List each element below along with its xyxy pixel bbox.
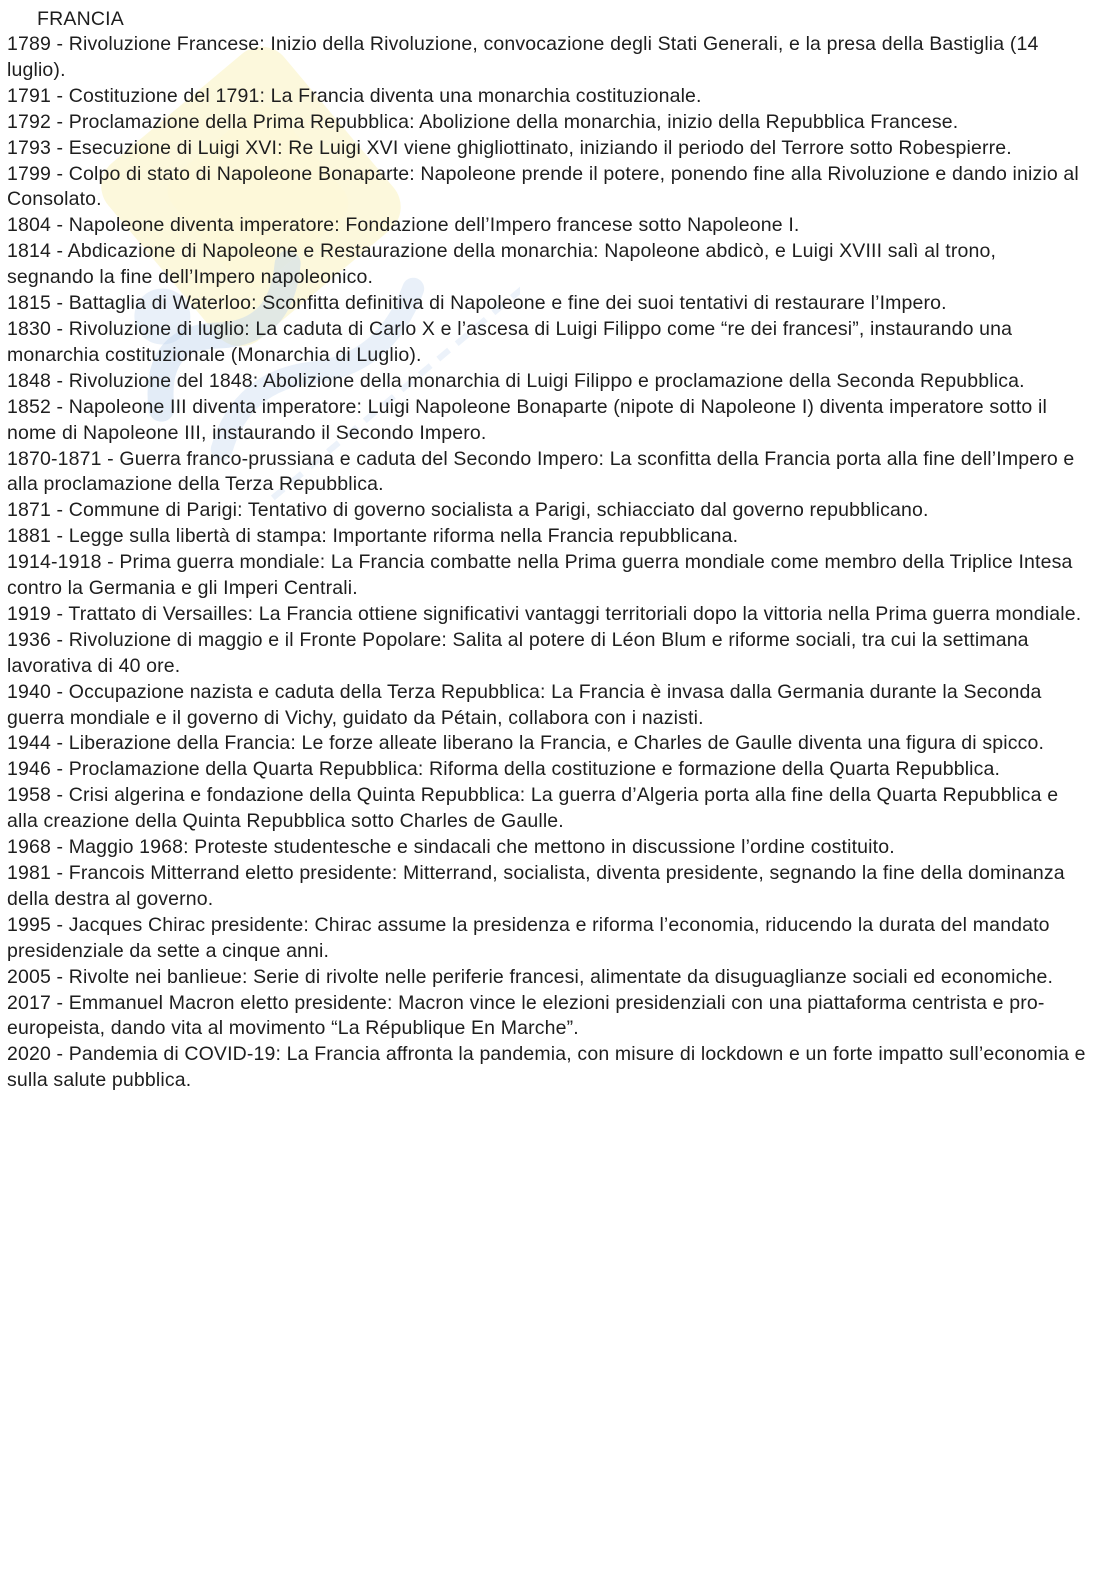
timeline-entry <box>7 110 1086 136</box>
timeline-entry <box>7 317 1086 369</box>
timeline-entry <box>7 757 1086 783</box>
timeline-entry <box>7 239 1086 291</box>
timeline-entry <box>7 498 1086 524</box>
timeline-entry-text: 1799 - Colpo di stato di Napoleone Bonaparte: Napoleone prende il potere, ponendo fine alla Rivoluzione e dando inizio al Consolato. <box>7 162 1079 211</box>
timeline-entry <box>7 32 1086 84</box>
timeline-entry-text: 1881 - Legge sulla libertà di stampa: Importante riforma nella Francia repubblicana. <box>7 525 739 548</box>
timeline-entry-text: 1814 - Abdicazione di Napoleone e Restaurazione della monarchia: Napoleone abdicò, e Luigi XVIII salì al trono, segnando la fine dell’Impero napoleonico. <box>7 240 997 289</box>
timeline-entry-text: 1968 - Maggio 1968: Proteste studentesche e sindacali che mettono in discussione l’ordine costituito. <box>7 836 895 859</box>
timeline-entry-text: 2017 - Emmanuel Macron eletto presidente: Macron vince le elezioni presidenziali con una piattaforma centrista e pro-europeista, dando vita al movimento “La République En Marche”. <box>7 991 1045 1040</box>
timeline-entry <box>7 136 1086 162</box>
timeline-entry <box>7 835 1086 861</box>
timeline-entry <box>7 84 1086 110</box>
timeline-entry <box>7 1042 1086 1094</box>
timeline-entry-text: 1958 - Crisi algerina e fondazione della Quinta Repubblica: La guerra d’Algeria porta alla fine della Quarta Repubblica e alla creazione della Quinta Repubblica sotto Charles de Gaulle. <box>7 784 1059 833</box>
timeline-entry-text: 1852 - Napoleone III diventa imperatore: Luigi Napoleone Bonaparte (nipote di Napoleone I) diventa imperatore sotto il nome di Napoleone III, instaurando il Secondo Impero. <box>7 395 1047 444</box>
timeline-entry-text: 1981 - Francois Mitterrand eletto presidente: Mitterrand, socialista, diventa presidente, segnando la fine della dominanza della destra al governo. <box>7 862 1065 910</box>
timeline-entry <box>7 628 1086 680</box>
timeline-entry <box>7 991 1086 1043</box>
timeline-entry <box>7 731 1086 757</box>
timeline-entry <box>7 395 1086 447</box>
timeline-entry-text: 1919 - Trattato di Versailles: La Francia ottiene significativi vantaggi territoriali dopo la vittoria nella Prima guerra mondiale. <box>7 602 1082 625</box>
timeline-entry-text: 1848 - Rivoluzione del 1848: Abolizione della monarchia di Luigi Filippo e proclamazione della Seconda Repubblica. <box>7 369 1025 392</box>
timeline-entry-text: 2020 - Pandemia di COVID-19: La Francia affronta la pandemia, con misure di lockdown e un forte impatto sull’economia e sulla salute pubblica. <box>7 1043 1086 1092</box>
timeline-entry <box>7 291 1086 317</box>
timeline-entry-text: 1914-1918 - Prima guerra mondiale: La Francia combatte nella Prima guerra mondiale come membro della Triplice Intesa contro la Germania e gli Imperi Centrali. <box>7 551 1073 600</box>
timeline-entry-text: 1940 - Occupazione nazista e caduta della Terza Repubblica: La Francia è invasa dalla Germania durante la Seconda guerra mondiale e il governo di Vichy, guidato da Pétain, collabora con i nazisti. <box>7 680 1042 729</box>
timeline-entry-text: 1944 - Liberazione della Francia: Le forze alleate liberano la Francia, e Charles de Gaulle diventa una figura di spicco. <box>7 732 1045 755</box>
timeline-entry-text: 1936 - Rivoluzione di maggio e il Fronte Popolare: Salita al potere di Léon Blum e riforme sociali, tra cui la settimana lavorativa di 40 ore. <box>7 628 1029 677</box>
timeline-entry-text: 1789 - Rivoluzione Francese: Inizio della Rivoluzione, convocazione degli Stati Generali, e la presa della Bastiglia (14 luglio). <box>7 33 1039 81</box>
timeline-entry-text: 1870-1871 - Guerra franco-prussiana e caduta del Secondo Impero: La sconfitta della Francia porta alla fine dell’Impero e alla proclamazione della Terza Repubblica. <box>7 447 1075 496</box>
timeline-entry <box>7 913 1086 965</box>
timeline-entry <box>7 524 1086 550</box>
timeline-entry-text: 1995 - Jacques Chirac presidente: Chirac assume la presidenza e riforma l’economia, riducendo la durata del mandato presidenziale da sette a cinque anni. <box>7 913 1050 962</box>
timeline-list <box>7 32 1086 1094</box>
timeline-entry-text: 1791 - Costituzione del 1791: La Francia diventa una monarchia costituzionale. <box>7 84 702 107</box>
timeline-entry-text: 1792 - Proclamazione della Prima Repubblica: Abolizione della monarchia, inizio della Repubblica Francese. <box>7 110 959 133</box>
timeline-entry <box>7 447 1086 499</box>
timeline-entry <box>7 369 1086 395</box>
timeline-entry <box>7 861 1086 913</box>
timeline-entry-text: 2005 - Rivolte nei banlieue: Serie di rivolte nelle periferie francesi, alimentate da disuguaglianze sociali ed economiche. <box>7 965 1054 988</box>
timeline-entry <box>7 680 1086 732</box>
timeline-entry <box>7 213 1086 239</box>
timeline-entry-text: 1946 - Proclamazione della Quarta Repubblica: Riforma della costituzione e formazione della Quarta Repubblica. <box>7 758 1001 781</box>
timeline-entry-text: 1830 - Rivoluzione di luglio: La caduta di Carlo X e l’ascesa di Luigi Filippo come “re dei francesi”, instaurando una monarchia costituzionale (Monarchia di Luglio). <box>7 317 1013 366</box>
timeline-entry-text: 1871 - Commune di Parigi: Tentativo di governo socialista a Parigi, schiacciato dal governo repubblicano. <box>7 499 929 522</box>
timeline-entry-text: 1804 - Napoleone diventa imperatore: Fondazione dell’Impero francese sotto Napoleone I. <box>7 214 800 237</box>
timeline-entry-text: 1815 - Battaglia di Waterloo: Sconfitta definitiva di Napoleone e fine dei suoi tentativi di restaurare l’Impero. <box>7 292 947 315</box>
timeline-entry <box>7 965 1086 991</box>
timeline-entry <box>7 783 1086 835</box>
timeline-entry <box>7 550 1086 602</box>
timeline-entry <box>7 602 1086 628</box>
timeline-entry <box>7 162 1086 214</box>
timeline-entry-text: 1793 - Esecuzione di Luigi XVI: Re Luigi XVI viene ghigliottinato, iniziando il periodo del Terrore sotto Robespierre. <box>7 136 1012 159</box>
document-title: FRANCIA <box>37 8 124 30</box>
